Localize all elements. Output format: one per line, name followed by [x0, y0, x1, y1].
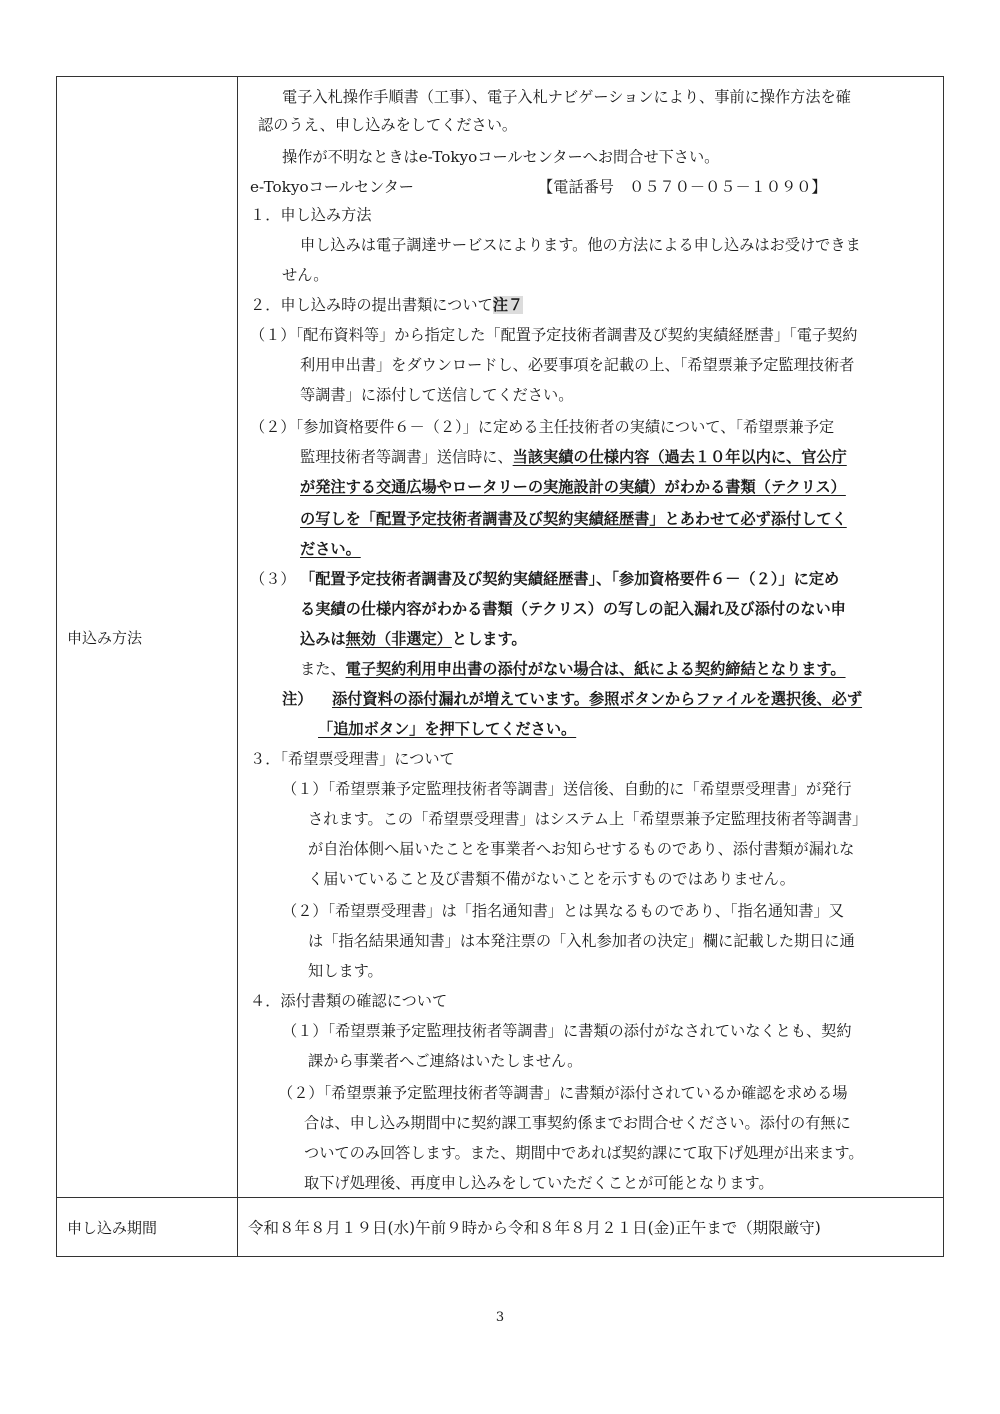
- item-2-1-line: 利用申出書」をダウンロードし、必要事項を記載の上、「希望票兼予定監理技術者: [300, 356, 855, 374]
- item-3-1-line: が自治体側へ届いたことを事業者へお知らせするものであり、添付書類が漏れな: [308, 840, 855, 858]
- attachment-note-prefix: 注）: [282, 690, 313, 708]
- intro-line: 認のうえ、申し込みをしてください。: [258, 116, 518, 134]
- paper-contract-emphasis: 電子契約利用申出書の添付がない場合は、紙による契約締結となります。: [345, 660, 846, 678]
- period-label: 申し込み期間: [57, 1198, 238, 1257]
- item-2-1-line: 等調書」に添付して送信してください。: [300, 386, 574, 404]
- item-2-1-line: （１）「配布資料等」から指定した「配置予定技術者調書及び契約実績経歴書」「電子契約: [250, 326, 858, 344]
- item-3-2-line: 知します。: [308, 962, 383, 980]
- intro-line: 電子入札操作手順書（工事）、電子入札ナビゲーションにより、事前に操作方法を確: [282, 88, 851, 106]
- item-3-1-line: （１）「希望票兼予定監理技術者等調書」送信後、自動的に「希望票受理書」が発行: [282, 780, 852, 798]
- page-number: 3: [495, 1310, 505, 1325]
- item-2-3-line: る実績の仕様内容がわかる書類（テクリス）の写しの記入漏れ及び添付のない申: [300, 600, 846, 618]
- item-2-2-line: （２）「参加資格要件６－（２）」に定める主任技術者の実績について、「希望票兼予定: [250, 418, 835, 436]
- section-1-line: 申し込みは電子調達サービスによります。他の方法による申し込みはお受けできま: [300, 236, 861, 254]
- item-3-2-line: は「指名結果通知書」は本発注票の「入札参加者の決定」欄に記載した期日に通: [308, 932, 855, 950]
- period-row: [57, 1198, 944, 1257]
- section-4-title: ４．添付書類の確認について: [250, 992, 448, 1010]
- application-info-table: [56, 76, 944, 1257]
- item-4-2-line: （２）「希望票兼予定監理技術者等調書」に書類が添付されているか確認を求める場: [278, 1084, 848, 1102]
- item-2-3-line: 「配置予定技術者調書及び契約実績経歴書」、「参加資格要件６－（２）」に定め: [300, 570, 840, 588]
- item-3-1-line: されます。この「希望票受理書」はシステム上「希望票兼予定監理技術者等調書」: [308, 810, 868, 828]
- attachment-note-line: 添付資料の添付漏れが増えています。参照ボタンからファイルを選択後、必ず: [332, 690, 863, 708]
- section-1-title: １．申し込み方法: [250, 206, 372, 224]
- note-7-marker: 注７: [492, 296, 524, 314]
- item-3-2-line: （２）「希望票受理書」は「指名通知書」とは異なるものであり、「指名通知書」又: [282, 902, 844, 920]
- item-2-3-text: とします。: [451, 630, 527, 648]
- intro-line: 操作が不明なときはe-Tokyoコールセンターへお問合せ下さい。: [282, 148, 720, 166]
- section-2-title: [250, 295, 523, 315]
- item-2-2-emphasis-line: ださい。: [300, 540, 361, 558]
- period-value-cell: [238, 1198, 944, 1257]
- item-2-3-prefix: （３）: [250, 570, 296, 588]
- item-2-3-line: [300, 659, 846, 679]
- item-2-2-line: [300, 447, 847, 467]
- method-content: [238, 77, 943, 1197]
- item-2-3-line: [300, 629, 527, 649]
- section-2-title-text: ２．申し込み時の提出書類について: [250, 296, 493, 314]
- section-1-line: せん。: [282, 266, 329, 284]
- method-content-cell: [238, 77, 944, 1198]
- item-2-2-text: 監理技術者等調書」送信時に、: [300, 448, 513, 466]
- item-4-2-line: ついてのみ回答します。また、期間中であれば契約課にて取下げ処理が出来ます。: [304, 1144, 864, 1162]
- method-row: [57, 77, 944, 1198]
- item-4-1-line: （１）「希望票兼予定監理技術者等調書」に書類の添付がなされていなくとも、契約: [282, 1022, 852, 1040]
- item-2-3-text: また、: [300, 660, 346, 678]
- item-3-1-line: く届いていること及び書類不備がないことを示すものではありません。: [308, 870, 795, 888]
- invalid-emphasis: 無効（非選定）: [345, 630, 452, 648]
- period-value: 令和８年８月１９日(水)午前９時から令和８年８月２１日(金)正午まで（期限厳守): [248, 1219, 821, 1237]
- call-center-phone: 【電話番号 ０５７０－０５－１０９０】: [538, 178, 827, 196]
- section-3-title: ３．「希望票受理書」について: [250, 750, 455, 768]
- item-2-2-emphasis: 当該実績の仕様内容（過去１０年以内に、官公庁: [512, 448, 847, 466]
- attachment-note-line: 「追加ボタン」を押下してください。: [318, 720, 577, 738]
- item-4-1-line: 課から事業者へご連絡はいたしません。: [308, 1052, 583, 1070]
- item-2-2-emphasis-line: の写しを「配置予定技術者調書及び契約実績経歴書」とあわせて必ず添付してく: [300, 510, 847, 528]
- call-center-name: e-Tokyoコールセンター: [250, 178, 414, 196]
- item-4-2-line: 合は、申し込み期間中に契約課工事契約係までお問合せください。添付の有無に: [304, 1114, 851, 1132]
- method-label: 申込み方法: [57, 77, 238, 1198]
- item-4-2-line: 取下げ処理後、再度申し込みをしていただくことが可能となります。: [304, 1174, 774, 1192]
- item-2-3-text: 込みは: [300, 630, 346, 648]
- item-2-2-emphasis-line: が発注する交通広場やロータリーの実施設計の実績）がわかる書類（テクリス）: [300, 478, 846, 496]
